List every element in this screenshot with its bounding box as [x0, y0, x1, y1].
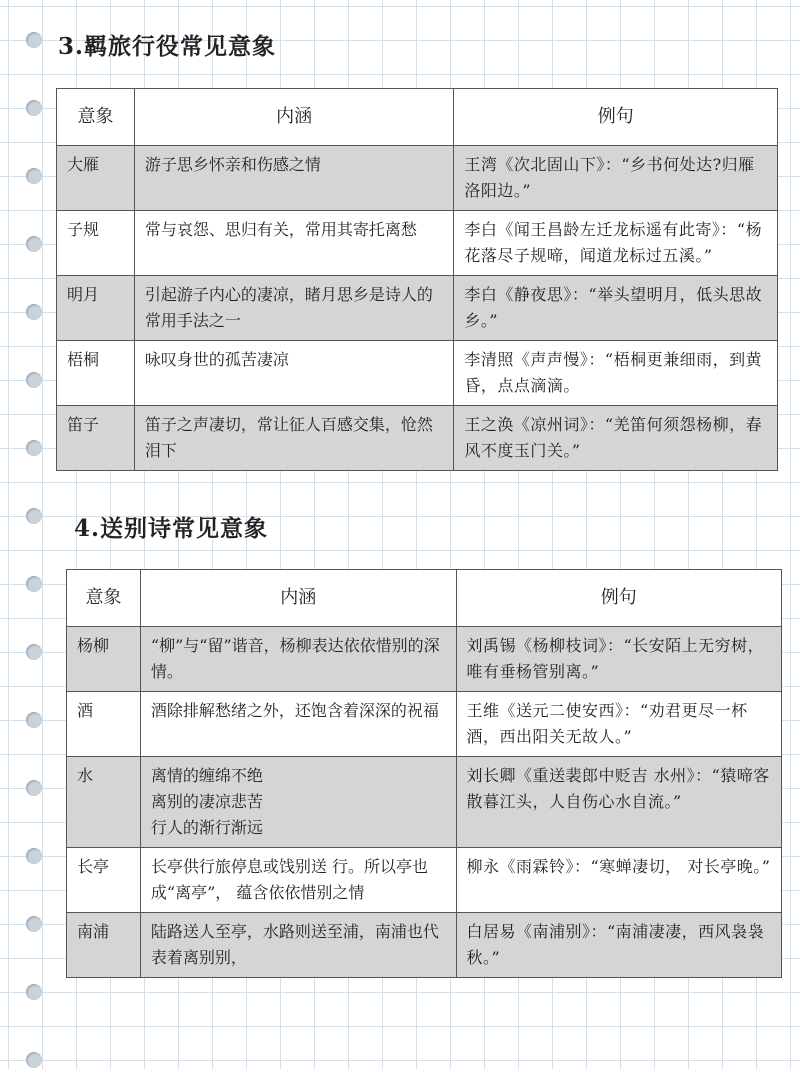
binder-hole: [26, 1052, 42, 1068]
imagery-cell: 南浦: [67, 913, 141, 978]
binder-hole: [26, 848, 42, 864]
binder-hole: [26, 984, 42, 1000]
table-header-row: [67, 570, 782, 627]
example-cell: 刘长卿《重送裴郎中贬吉 水州》：“猿啼客散暮江头，人自伤心水自流。”: [456, 757, 782, 848]
meaning-cell: 离情的缠绵不绝 离别的凄凉悲苦 行人的渐行渐远: [140, 757, 456, 848]
table-row: [57, 146, 778, 211]
example-cell: 王湾《次北固山下》：“乡书何处达?归雁洛阳边。”: [454, 146, 778, 211]
imagery-cell: 长亭: [67, 848, 141, 913]
binder-hole: [26, 372, 42, 388]
table-header-row: [57, 89, 778, 146]
header-imagery: 意象: [57, 89, 135, 146]
table-row: [57, 341, 778, 406]
binder-hole: [26, 236, 42, 252]
example-cell: 白居易《南浦别》：“南浦凄凄，西风袅袅秋。”: [456, 913, 782, 978]
table-row: [67, 848, 782, 913]
imagery-cell: 酒: [67, 692, 141, 757]
section-title-farewell: 4.送别诗常见意象: [74, 515, 269, 542]
binder-hole: [26, 780, 42, 796]
header-example: 例句: [456, 570, 782, 627]
table-row: [57, 406, 778, 471]
example-cell: 王维《送元二使安西》：“劝君更尽一杯酒，西出阳关无故人。”: [456, 692, 782, 757]
table-row: [67, 757, 782, 848]
meaning-cell: 常与哀怨、思归有关，常用其寄托离愁: [134, 211, 454, 276]
imagery-cell: 水: [67, 757, 141, 848]
binder-hole: [26, 168, 42, 184]
binder-hole: [26, 508, 42, 524]
binder-hole: [26, 440, 42, 456]
example-cell: 刘禹锡《杨柳枝词》：“长安陌上无穷树，唯有垂杨管别离。”: [456, 627, 782, 692]
table-row: [67, 913, 782, 978]
binder-hole: [26, 576, 42, 592]
meaning-cell: 酒除排解愁绪之外，还饱含着深深的祝福: [140, 692, 456, 757]
travel-imagery-table: [56, 88, 778, 471]
meaning-cell: 游子思乡怀亲和伤感之情: [134, 146, 454, 211]
example-cell: 李白《静夜思》：“举头望明月，低头思故乡。”: [454, 276, 778, 341]
table-row: [67, 627, 782, 692]
binder-hole: [26, 916, 42, 932]
example-cell: 柳永《雨霖铃》：“寒蝉凄切， 对长亭晚。”: [456, 848, 782, 913]
header-meaning: 内涵: [140, 570, 456, 627]
binder-hole: [26, 644, 42, 660]
binder-hole: [26, 712, 42, 728]
header-imagery: 意象: [67, 570, 141, 627]
imagery-cell: 笛子: [57, 406, 135, 471]
section-title-travel: 3.羁旅行役常见意象: [58, 33, 277, 60]
table-row: [67, 692, 782, 757]
header-meaning: 内涵: [134, 89, 454, 146]
binder-hole: [26, 304, 42, 320]
imagery-cell: 大雁: [57, 146, 135, 211]
imagery-cell: 梧桐: [57, 341, 135, 406]
meaning-cell: 笛子之声凄切，常让征人百感交集，怆然泪下: [134, 406, 454, 471]
meaning-cell: 长亭供行旅停息或饯别送 行。所以亭也成“离亭”， 蕴含依依惜别之情: [140, 848, 456, 913]
binder-hole: [26, 32, 42, 48]
meaning-cell: 咏叹身世的孤苦凄凉: [134, 341, 454, 406]
table-row: [57, 276, 778, 341]
example-cell: 李清照《声声慢》：“梧桐更兼细雨，到黄昏，点点滴滴。: [454, 341, 778, 406]
meaning-cell: 引起游子内心的凄凉，睹月思乡是诗人的常用手法之一: [134, 276, 454, 341]
imagery-cell: 杨柳: [67, 627, 141, 692]
table-row: [57, 211, 778, 276]
header-example: 例句: [454, 89, 778, 146]
meaning-cell: 陆路送人至亭，水路则送至浦，南浦也代表着离别别，: [140, 913, 456, 978]
imagery-cell: 子规: [57, 211, 135, 276]
imagery-cell: 明月: [57, 276, 135, 341]
meaning-cell: “柳”与“留”谐音，杨柳表达依依惜别的深情。: [140, 627, 456, 692]
binder-holes: [26, 0, 46, 1069]
example-cell: 李白《闻王昌龄左迁龙标遥有此寄》：“杨花落尽子规啼，闻道龙标过五溪。”: [454, 211, 778, 276]
binder-hole: [26, 100, 42, 116]
example-cell: 王之涣《凉州词》：“羌笛何须怨杨柳，春风不度玉门关。”: [454, 406, 778, 471]
farewell-imagery-table: [66, 569, 782, 978]
